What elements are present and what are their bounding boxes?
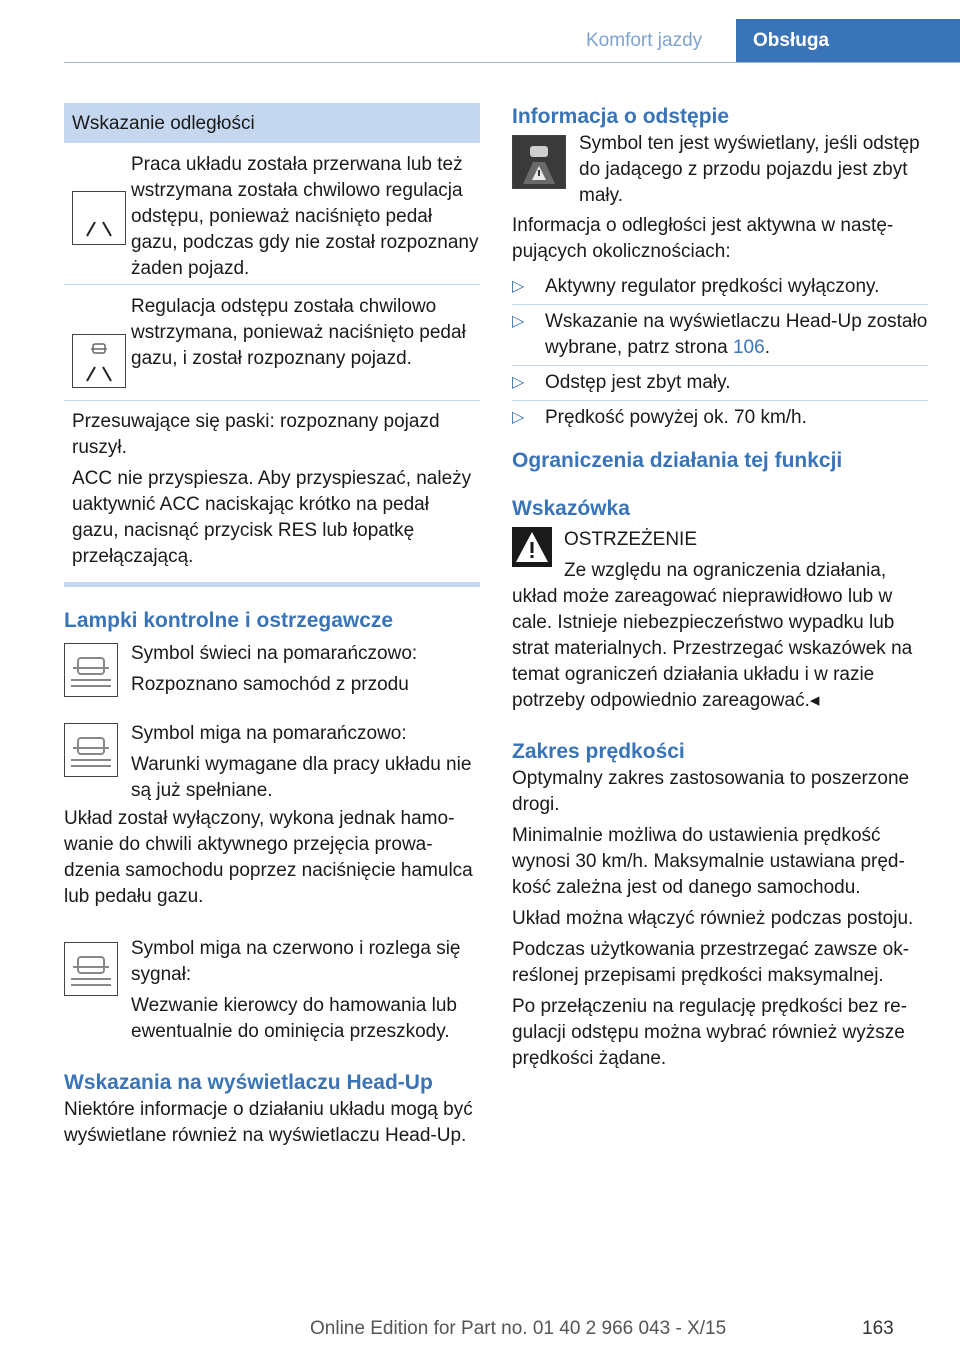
speed-paragraph: Optymalny zakres zastosowania to poszerzone drogi.: [512, 768, 910, 815]
limits-subheading: Wskazówka: [512, 497, 630, 520]
speed-heading: Zakres prędkości: [512, 740, 685, 763]
lamps-heading: Lampki kontrolne i ostrzegawcze: [64, 609, 394, 632]
right-column: [512, 103, 928, 1077]
speed-paragraph: Układ można włączyć również podczas postoju.: [512, 908, 914, 929]
table-heading: Wskazanie odległości: [64, 103, 480, 143]
section-divider: [64, 582, 480, 587]
distance-info-heading: Informacja o odstępie: [512, 105, 730, 128]
list-item: ▷ Odstęp jest zbyt mały.: [512, 366, 928, 401]
lamp-line: Symbol miga na czerwono i rozlega się sygnał:: [131, 938, 461, 985]
table-row-text: Regulacja odstępu została chwilowo wstrzymana, ponieważ naciśnięto pedał gazu, i został rozpoznany pojazd.: [131, 296, 466, 369]
warning-title: OSTRZEŻENIE: [564, 529, 698, 550]
distance-info-intro: Informacja o odległości jest aktywna w następujących okolicznościach:: [512, 215, 894, 262]
lamp-line: Symbol miga na pomarańczowo:: [131, 723, 407, 744]
triangle-bullet-icon: ▷: [512, 313, 525, 330]
lamp-line: Symbol świeci na pomarańczowo:: [131, 643, 418, 664]
lamp-line: Warunki wymagane dla pracy układu nie są już spełniane.: [131, 754, 472, 801]
list-item: ▷ Wskazanie na wyświetlaczu Head-Up zostało wybrane, patrz strona 106.: [512, 305, 928, 366]
distance-info-item: [512, 131, 928, 211]
list-item: ▷ Prędkość powyżej ok. 70 km/h.: [512, 401, 928, 435]
header-section-title: Komfort jazdy: [586, 30, 703, 51]
lamp-item: [64, 641, 480, 721]
list-item: ▷ Aktywny regulator prędkości wyłączony.: [512, 270, 928, 305]
limits-heading: Ograniczenia działania tej funkcji: [512, 449, 843, 472]
lamp-line: Wezwanie kierowcy do hamowania lub ewentualnie do ominięcia przeszkody.: [131, 995, 457, 1042]
header-rule: [64, 62, 960, 63]
lamps-paragraph: Układ został wyłączony, wykona jednak hamowanie do chwili aktywnego przejęcia prowadzenia samochodu poprzez naciśnięcie hamulca lub pedału gazu.: [64, 808, 473, 907]
table-row: [64, 143, 480, 285]
car-warning-icon: [64, 643, 118, 697]
speed-paragraph: Podczas użytkowania przestrzegać zawsze określonej przepisami prędkości maksymalnej.: [512, 939, 910, 986]
lane-lines-icon: [72, 191, 126, 245]
headup-text: Niektóre informacje o działaniu układu mogą być wyświetlane również na wyświetlaczu Head-Up.: [64, 1099, 473, 1146]
triangle-bullet-icon: ▷: [512, 374, 525, 391]
distance-warning-icon: [512, 135, 566, 189]
lamp-line: Rozpoznano samochód z przodu: [131, 674, 409, 695]
lamp-item: [64, 721, 480, 806]
distance-info-text: Symbol ten jest wyświetlany, jeśli odstęp do jadącego z przodu pojazdu jest zbyt mały.: [579, 133, 920, 206]
triangle-bullet-icon: ▷: [512, 278, 525, 295]
triangle-bullet-icon: ▷: [512, 409, 525, 426]
table-row-text: Praca układu została przerwana lub też wstrzymana została chwilowo regulacja odstępu, ponieważ naciśnięto pedał gazu, podczas gdy nie został rozpoznany żaden pojazd.: [131, 154, 479, 279]
speed-paragraph: Minimalnie możliwa do ustawienia prędkość wynosi 30 km/h. Maksymalnie ustawiana prędkość zależna jest od danego samochodu.: [512, 825, 905, 898]
car-warning-icon: [64, 942, 118, 996]
page-number: 163: [862, 1318, 894, 1339]
headup-heading: Wskazania na wyświetlaczu Head-Up: [64, 1071, 433, 1094]
warning-text: Ze względu na ograniczenia działania, układ może zareagować nieprawidłowo lub w cale. Istnieje niebezpieczeństwo wypadku lub strat materialnych. Przestrzegać wskazówek na temat ograniczeń działania układu i w razie potrzeby odpowiednio zareagować.◂: [512, 560, 913, 711]
warning-block: [512, 527, 928, 714]
page-reference-link[interactable]: 106: [732, 337, 765, 358]
header-chapter-tab: Obsługa: [736, 19, 960, 62]
table-note: ACC nie przyspiesza. Aby przyspieszać, należy uaktywnić ACC naciskając krótko na pedał gazu, nacisnąć przycisk RES lub łopatkę przełączającą.: [72, 468, 472, 567]
lamp-item-red: [64, 936, 480, 988]
speed-paragraph: Po przełączeniu na regulację prędkości bez regulacji odstępu można wybrać również wyższe prędkości żądane.: [512, 996, 907, 1069]
footer-edition: Online Edition for Part no. 01 40 2 966 043 - X/15: [310, 1318, 727, 1339]
warning-triangle-icon: [512, 527, 552, 567]
car-lane-lines-icon: [72, 334, 126, 388]
table-note: Przesuwające się paski: rozpoznany pojazd ruszył.: [72, 411, 440, 458]
car-warning-icon: [64, 723, 118, 777]
table-row: [64, 285, 480, 401]
left-column: [64, 103, 480, 1154]
conditions-list: [512, 270, 928, 435]
